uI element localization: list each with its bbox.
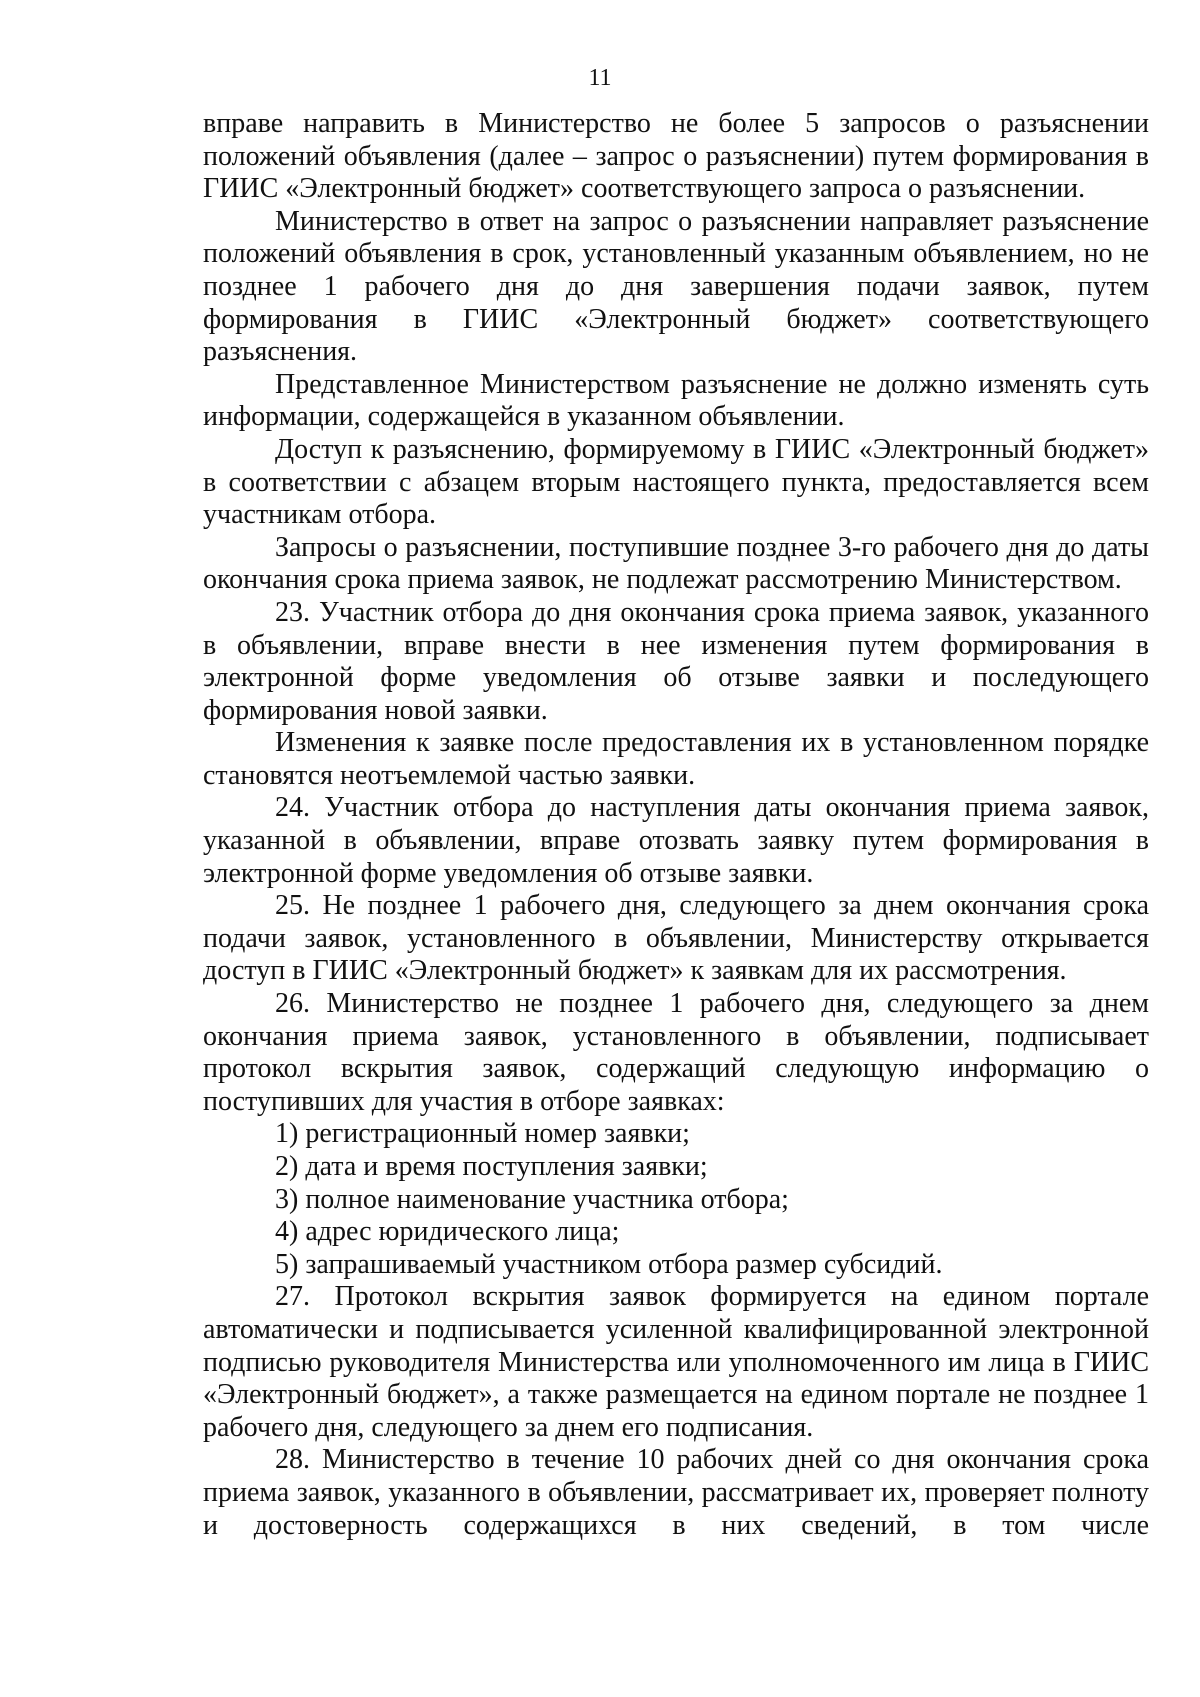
paragraph-clarification-access: Доступ к разъяснению, формируемому в ГИИС «Электронный бюджет» в соответствии с абзацем вторым настоящего пункта, предоставляется всем участникам отбора. bbox=[203, 433, 1149, 531]
list-item-3: 3) полное наименование участника отбора; bbox=[275, 1183, 789, 1215]
paragraph-item-24: 24. Участник отбора до наступления даты окончания приема заявок, указанной в объявлении, вправе отозвать заявку путем формирования в электронной форме уведомления об отзыве заявки. bbox=[203, 792, 1149, 889]
page-number: 11 bbox=[588, 65, 612, 91]
paragraph-ministry-response: Министерство в ответ на запрос о разъяснении направляет разъяснение положений объявления в срок, установленный указанным объявлением, но не позднее 1 рабочего дня до дня завершения подачи заявок, путем формирования в ГИИС «Электронный бюджет» соответствующего разъяснения. bbox=[203, 205, 1149, 368]
paragraph-late-requests: Запросы о разъяснении, поступившие позднее 3-го рабочего дня до даты окончания срока приема заявок, не подлежат рассмотрению Министерством. bbox=[203, 531, 1149, 596]
list-item-4: 4) адрес юридического лица; bbox=[275, 1216, 620, 1248]
paragraph-continuation: вправе направить в Министерство не более 5 запросов о разъяснении положений объявления (далее – запрос о разъяснении) путем формирования в ГИИС «Электронный бюджет» соответствующего запроса о разъяснении. bbox=[203, 108, 1149, 205]
list-item-5: 5) запрашиваемый участником отбора размер субсидий. bbox=[275, 1248, 943, 1280]
paragraph-item-27: 27. Протокол вскрытия заявок формируется на едином портале автоматически и подписывается усиленной квалифицированной электронной подписью руководителя Министерства или уполномоченного им лица в ГИИС «Электронный бюджет», а также размещается на едином портале не позднее 1 рабочего дня, следующего за днем его подписания. bbox=[203, 1281, 1149, 1443]
document-body bbox=[203, 108, 1149, 1542]
list-item-1: 1) регистрационный номер заявки; bbox=[275, 1118, 690, 1150]
paragraph-item-25: 25. Не позднее 1 рабочего дня, следующего за днем окончания срока подачи заявок, установленного в объявлении, Министерству открывается доступ в ГИИС «Электронный бюджет» к заявкам для их рассмотрения. bbox=[203, 890, 1149, 987]
paragraph-item-23: 23. Участник отбора до дня окончания срока приема заявок, указанного в объявлении, вправе внести в нее изменения путем формирования в электронной форме уведомления об отзыве заявки и последующего формирования новой заявки. bbox=[203, 596, 1149, 726]
paragraph-item-26: 26. Министерство не позднее 1 рабочего дня, следующего за днем окончания приема заявок, установленного в объявлении, подписывает протокол вскрытия заявок, содержащий следующую информацию о поступивших для участия в отборе заявках: bbox=[203, 988, 1149, 1117]
list-item-2: 2) дата и время поступления заявки; bbox=[275, 1151, 708, 1182]
paragraph-application-changes: Изменения к заявке после предоставления их в установленном порядке становятся неотъемлемой частью заявки. bbox=[203, 727, 1149, 791]
paragraph-clarification-content: Представленное Министерством разъяснение не должно изменять суть информации, содержащейся в указанном объявлении. bbox=[203, 368, 1149, 433]
paragraph-item-28: 28. Министерство в течение 10 рабочих дней со дня окончания срока приема заявок, указанного в объявлении, рассматривает их, проверяет полноту и достоверность содержащихся в них сведений, в том числе bbox=[203, 1444, 1149, 1541]
